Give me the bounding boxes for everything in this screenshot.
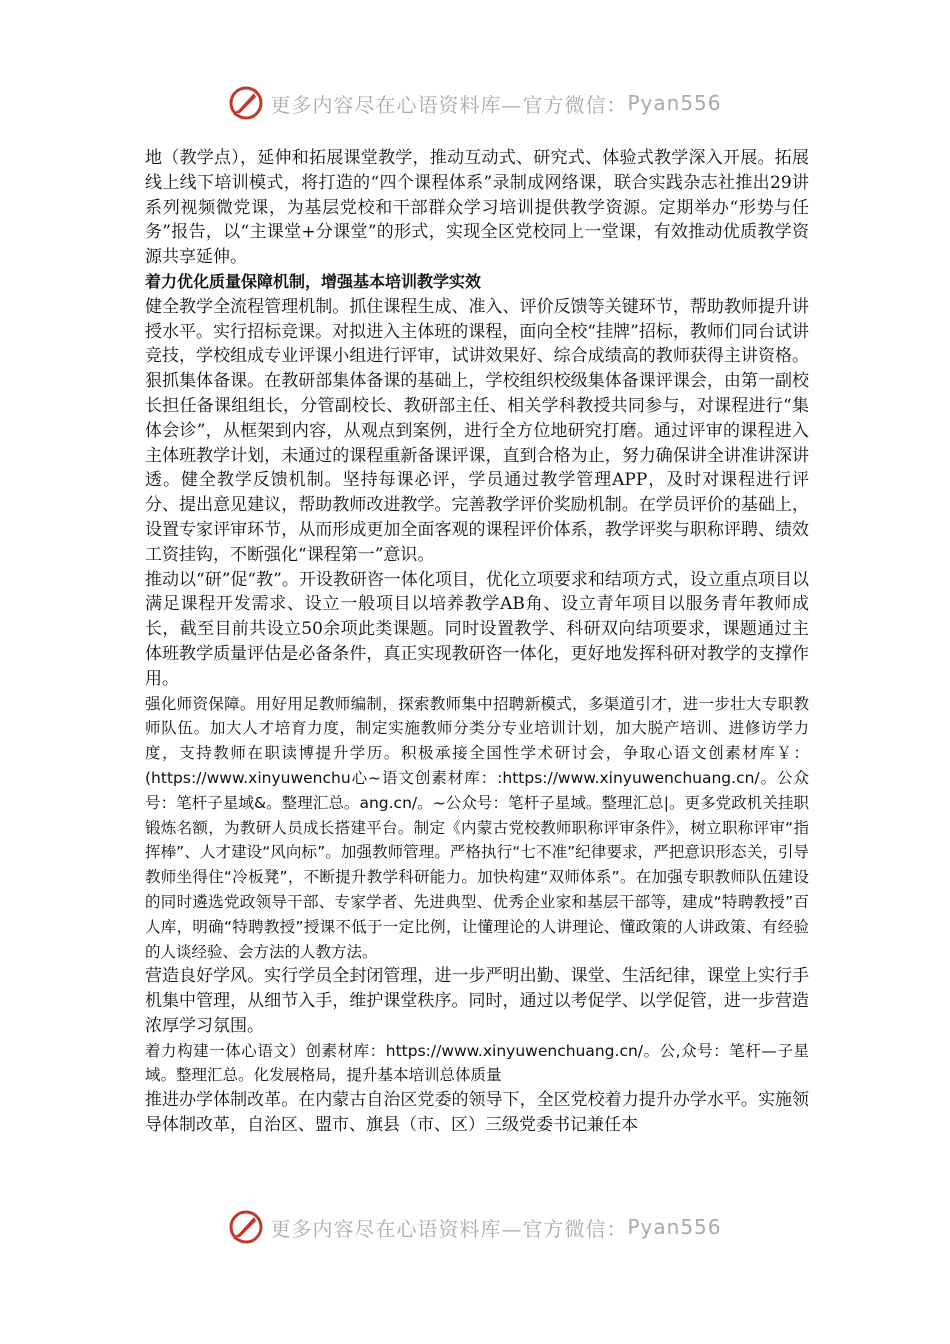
quill-logo-icon <box>228 1209 264 1245</box>
footer-banner <box>0 1202 950 1252</box>
header-wechat-id: Pyan556 <box>627 91 722 115</box>
footer-banner-text: 更多内容尽在心语资料库—官方微信： <box>270 1216 628 1241</box>
section-heading-quality: 着力优化质量保障机制，增强基本培训教学实效 <box>145 271 482 291</box>
paragraph-4: 强化师资保障。用好用足教师编制，探索教师集中招聘新模式，多渠道引才，进一步壮大专职教师队伍。加大人才培育力度，制定实施教师分类分专业培训计划，加大脱产培训、进修访学力度，支持教师在职读博提升学历。积极承接全国性学术研讨会，争取心语文创素材库￥：(https://www.xinyuwenchu心~语文创素材库：:https://www.xinyuwenchuang.cn/。公众号：笔杆子星域&。整理汇总。ang.cn/。~公众号：笔杆子星域。整理汇总|。更多党政机关挂职锻炼名额，为教研人员成长搭建平台。制定《内蒙古党校教师职称评审条件》，树立职称评审“指挥棒”、人才建设“风向标”。加强教师管理。严格执行“七不准”纪律要求，严把意识形态关，引导教师坐得住“冷板凳”，不断提升教学科研能力。加快构建“双师体系”。在加强专职教师队伍建设的同时遴选党政领导干部、专家学者、先进典型、优秀企业家和基层干部等，建成“特聘教授”百人库，明确“特聘教授”授课不低于一定比例，让懂理论的人讲理论、懂政策的人讲政策、有经验的人谈经验、会方法的人教方法。 <box>145 694 809 961</box>
paragraph-5: 营造良好学风。实行学员全封闭管理，进一步严明出勤、课堂、生活纪律，课堂上实行手机集中管理，从细节入手，维护课堂秩序。同时，通过以考促学、以学促管，进一步营造浓厚学习氛围。 <box>145 966 809 1036</box>
paragraph-2: 健全教学全流程管理机制。抓住课程生成、准入、评价反馈等关键环节，帮助教师提升讲授水平。实行招标竞课。对拟进入主体班的课程，面向全校“挂牌”招标，教师们同台试讲竞技，学校组成专业评课小组进行评审，试讲效果好、综合成绩高的教师获得主讲资格。狠抓集体备课。在教研部集体备课的基础上，学校组织校级集体备课评课会，由第一副校长担任备课组组长，分管副校长、教研部主任、相关学科教授共同参与，对课程进行“集体会诊”，从框架到内容，从观点到案例，进行全方位地研究打磨。通过评审的课程进入主体班教学计划，未通过的课程重新备课评课，直到合格为止，努力确保讲全讲准讲深讲透。健全教学反馈机制。坚持每课必评，学员通过教学管理APP，及时对课程进行评分、提出意见建议，帮助教师改进教学。完善教学评价奖励机制。在学员评价的基础上，设置专家评审环节，从而形成更加全面客观的课程评价体系，教学评奖与职称评聘、绩效工资挂钩，不断强化“课程第一”意识。 <box>145 296 809 565</box>
article-body <box>145 146 809 1138</box>
footer-wechat-id: Pyan556 <box>627 1215 722 1239</box>
paragraph-3: 推动以“研”促“教”。开设教研咨一体化项目，优化立项要求和结项方式，设立重点项目以满足课程开发需求、设立一般项目以培养教学AB角、设立青年项目以服务青年教师成长，截至目前共设立50余项此类课题。同时设置教学、科研双向结项要求，课题通过主体班教学质量评估是必备条件，真正实现教研咨一体化，更好地发挥科研对教学的支撑作用。 <box>145 569 809 689</box>
paragraph-6: 推进办学体制改革。在内蒙古自治区党委的领导下，全区党校着力提升办学水平。实施领导体制改革，自治区、盟市、旗县（市、区）三级党委书记兼任本 <box>145 1090 809 1136</box>
paragraph-1: 地（教学点），延伸和拓展课堂教学，推动互动式、研究式、体验式教学深入开展。拓展线上线下培训模式，将打造的“四个课程体系”录制成网络课，联合实践杂志社推出29讲系列视频微党课，为基层党校和干部群众学习培训提供教学资源。定期举办“形势与任务”报告，以“主课堂+分课堂”的形式，实现全区党校同上一堂课，有效推动优质教学资源共享延伸。 <box>145 148 809 268</box>
quill-logo-icon <box>228 85 264 121</box>
section-heading-integration: 着力构建一体心语文）创素材库：https://www.xinyuwenchuang.cn/。公,众号：笔杆—子星域。整理汇总。化发展格局，提升基本培训总体质量 <box>145 1041 809 1085</box>
header-banner-text: 更多内容尽在心语资料库—官方微信： <box>270 92 628 117</box>
header-banner <box>0 78 950 128</box>
